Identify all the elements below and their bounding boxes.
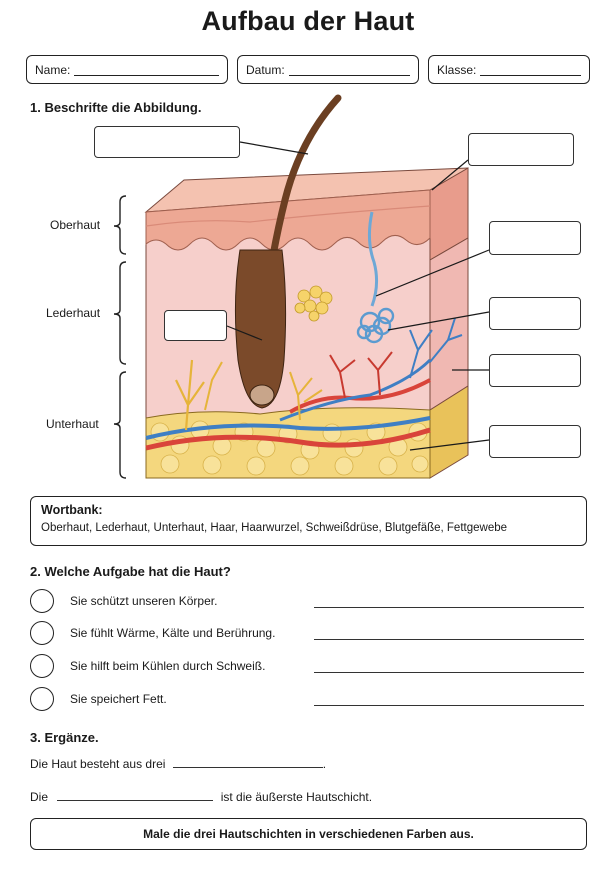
section3-heading: 3. Ergänze.: [30, 730, 99, 745]
fill-blank-2[interactable]: [57, 790, 213, 801]
layer-label-epidermis: Oberhaut: [50, 218, 101, 232]
fill-sentence-2: [30, 790, 372, 804]
statement-text: Sie speichert Fett.: [70, 692, 167, 706]
page-title: Aufbau der Haut: [201, 6, 415, 36]
task-row: [30, 687, 586, 715]
hair-bulb: [250, 385, 274, 405]
sentence1-start: Die Haut besteht aus drei: [30, 757, 166, 771]
statement-text: Sie hilft beim Kühlen durch Schweiß.: [70, 659, 266, 673]
statement-text: Sie schützt unseren Körper.: [70, 594, 218, 608]
word-bank-words: Oberhaut, Lederhaut, Unterhaut, Haar, Haarwurzel, Schweißdrüse, Blutgefäße, Fettgewebe: [41, 522, 508, 534]
task-row: [30, 589, 586, 617]
date-label: Datum:: [246, 62, 285, 77]
answer-circle[interactable]: [30, 654, 54, 678]
answer-line[interactable]: [314, 705, 584, 706]
answer-circle[interactable]: [30, 621, 54, 645]
label-box-sweat-gland[interactable]: [489, 297, 581, 330]
statement-text: Sie fühlt Wärme, Kälte und Berührung.: [70, 626, 276, 640]
answer-line[interactable]: [314, 639, 584, 640]
layer-label-subcutis: Unterhaut: [46, 417, 99, 431]
sentence2-end: ist die äußerste Hautschicht.: [220, 790, 373, 804]
sentence1-end: .: [322, 757, 327, 771]
hair-root: [235, 250, 285, 408]
fill-sentence-1: [30, 757, 326, 771]
label-box-sweat-duct[interactable]: [489, 221, 581, 255]
layer-brackets: [114, 196, 126, 478]
footer-instruction: Male die drei Hautschichten in verschiedenen Farben aus.: [30, 818, 587, 850]
word-bank: [30, 496, 587, 546]
sentence2-start: Die: [30, 790, 49, 804]
class-label: Klasse:: [437, 62, 477, 77]
task-row: [30, 621, 586, 649]
fill-blank-1[interactable]: [173, 757, 323, 768]
label-box-hair[interactable]: [94, 126, 240, 158]
section2-heading: 2. Welche Aufgabe hat die Haut?: [30, 564, 231, 579]
word-bank-title: Wortbank:: [41, 503, 103, 517]
label-box-blood-vessels[interactable]: [489, 354, 581, 387]
label-box-epidermis[interactable]: [468, 133, 574, 166]
answer-circle[interactable]: [30, 589, 54, 613]
name-label: Name:: [35, 62, 71, 77]
answer-circle[interactable]: [30, 687, 54, 711]
label-box-hair-root[interactable]: [164, 310, 227, 341]
label-box-fat[interactable]: [489, 425, 581, 458]
answer-line[interactable]: [314, 672, 584, 673]
section1-heading: 1. Beschrifte die Abbildung.: [30, 100, 202, 115]
task-row: [30, 654, 586, 682]
answer-line[interactable]: [314, 607, 584, 608]
layer-label-dermis: Lederhaut: [46, 306, 101, 320]
dermis-side: [430, 238, 468, 410]
